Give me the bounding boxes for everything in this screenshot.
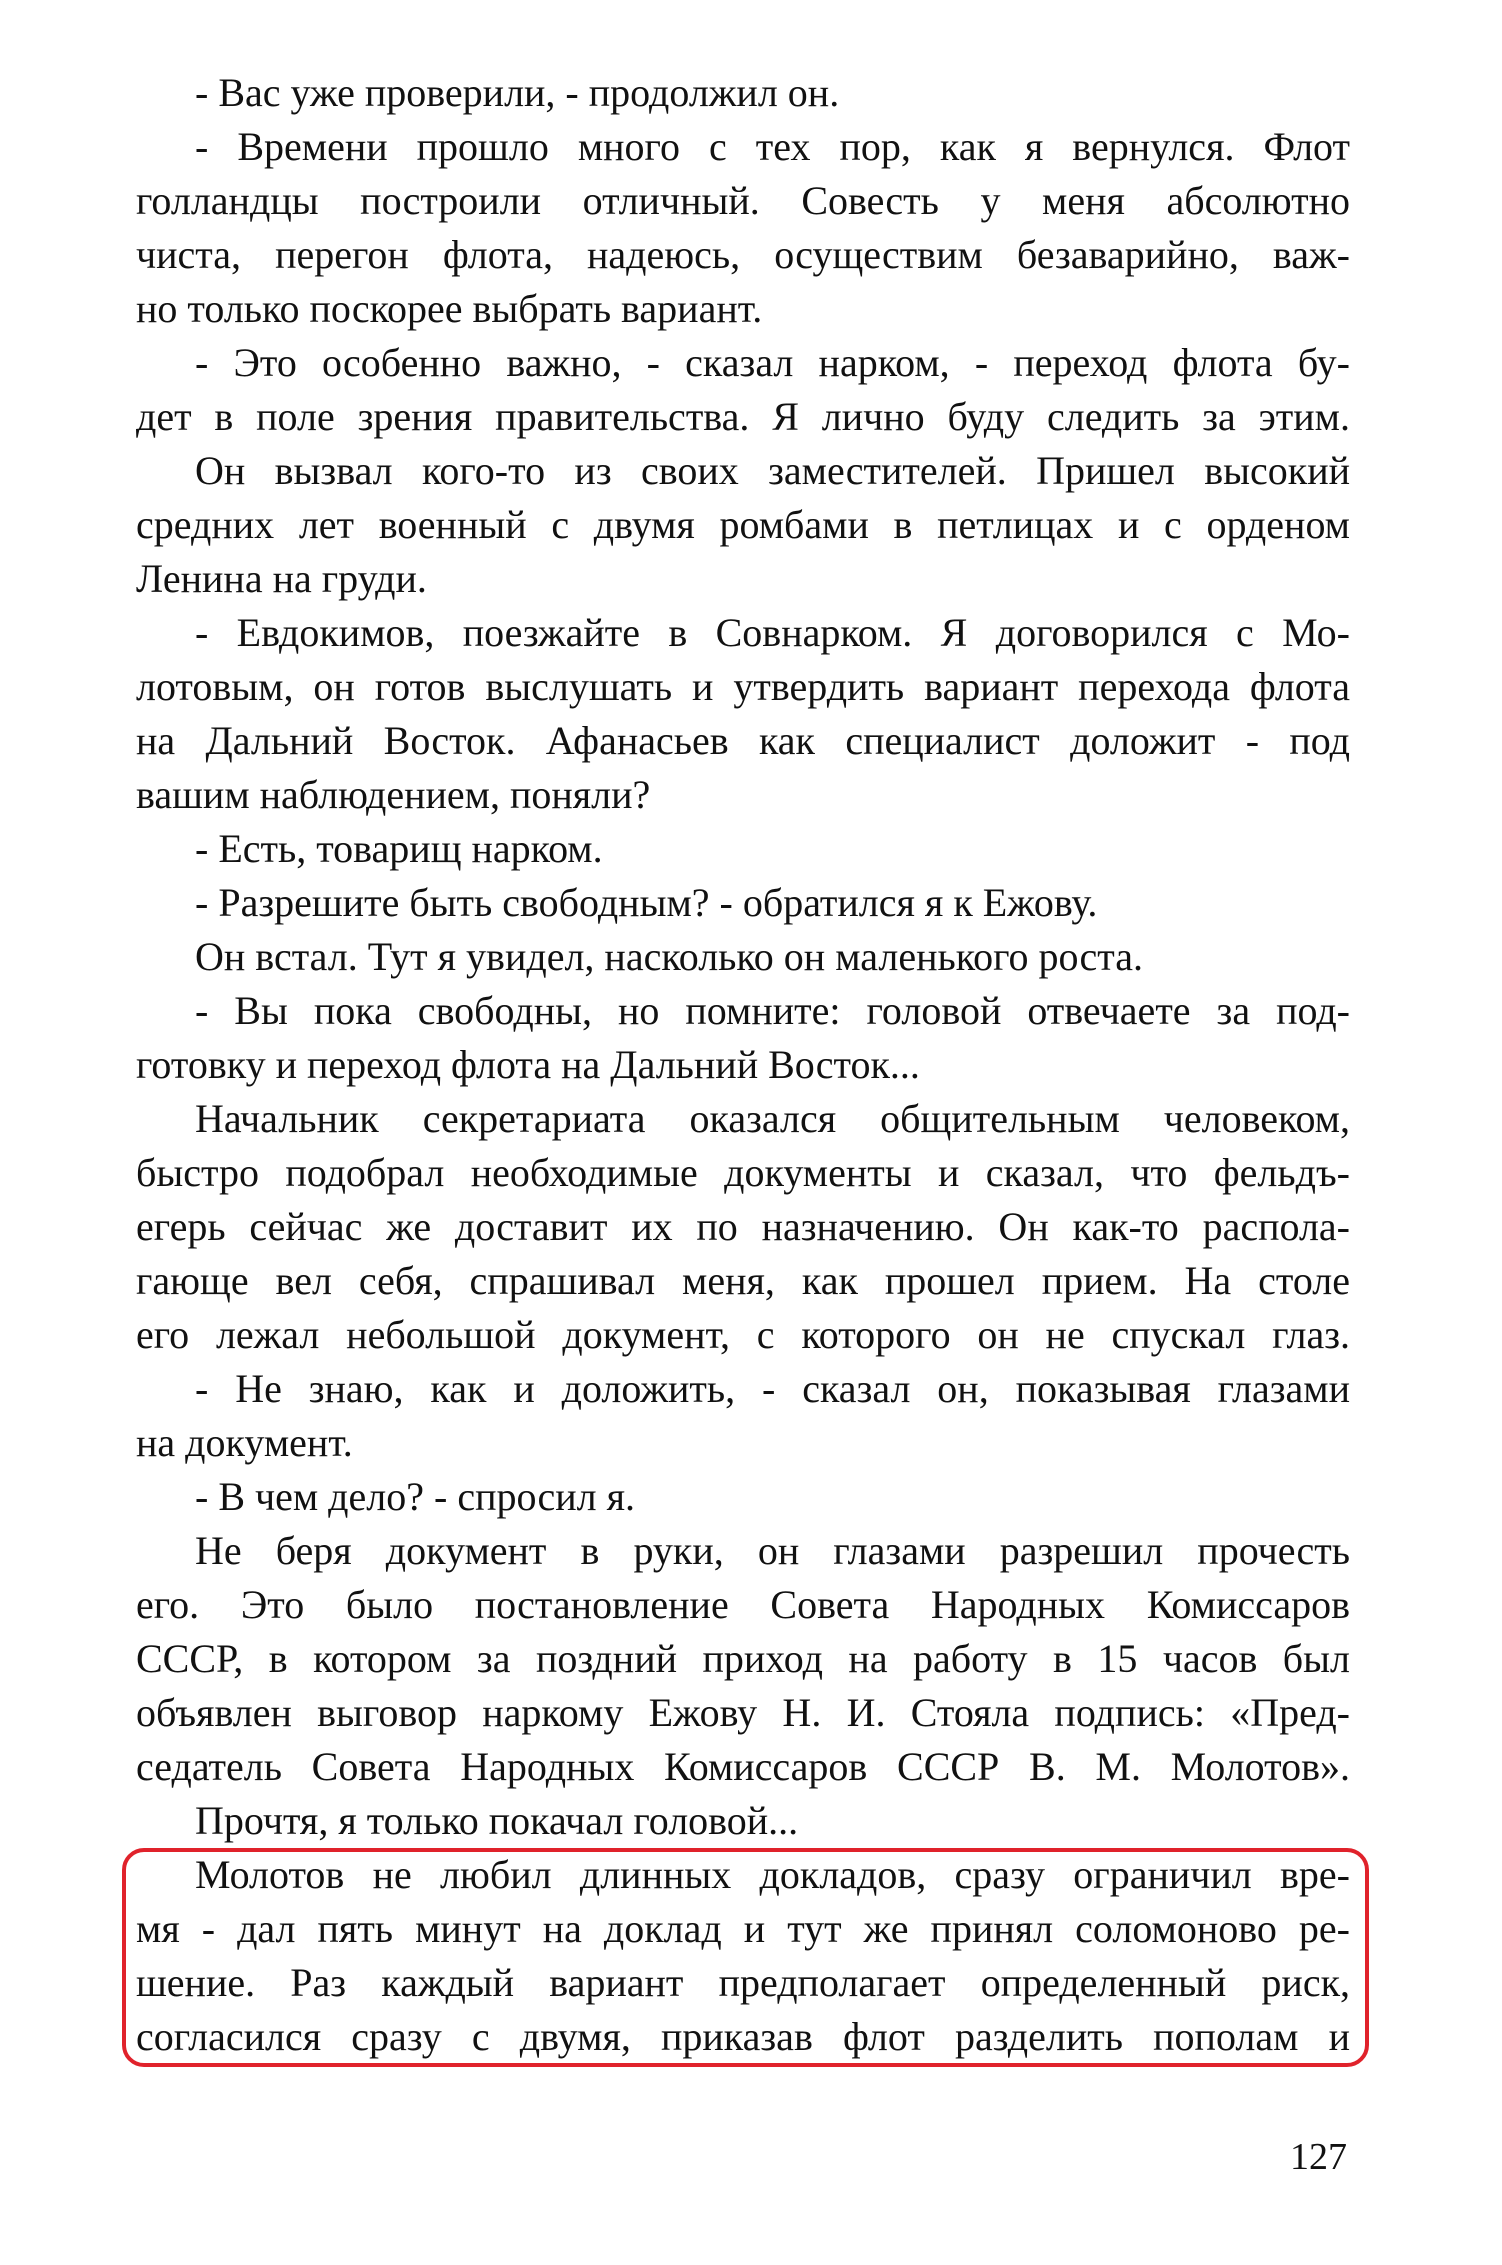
text-line: - Не знаю, как и доложить, - сказал он, показывая глазами	[195, 1366, 1350, 1411]
text-line: - Времени прошло много с тех пор, как я вернулся. Флот	[195, 124, 1350, 169]
text-line: - Есть, товарищ нарком.	[195, 826, 603, 871]
text-line: дет в поле зрения правительства. Я лично буду следить за этим.	[136, 394, 1350, 439]
text-line: лотовым, он готов выслушать и утвердить вариант перехода флота	[136, 664, 1350, 709]
text-line: голландцы построили отличный. Совесть у меня абсолютно	[136, 178, 1350, 223]
text-line: Он вызвал кого-то из своих заместителей. Пришел высокий	[195, 448, 1350, 493]
highlighted-text-line: согласился сразу с двумя, приказав флот разделить пополам и	[136, 2014, 1350, 2059]
text-line: - Вас уже проверили, - продолжил он.	[195, 70, 840, 115]
highlighted-text-line: шение. Раз каждый вариант предполагает определенный риск,	[136, 1960, 1350, 2005]
text-line: Он встал. Тут я увидел, насколько он маленького роста.	[195, 934, 1144, 979]
text-line: - Разрешите быть свободным? - обратился я к Ежову.	[195, 880, 1098, 925]
highlighted-text-line: Молотов не любил длинных докладов, сразу ограничил вре-	[195, 1852, 1350, 1897]
text-line: на Дальний Восток. Афанасьев как специалист доложит - под	[136, 718, 1350, 763]
text-line: быстро подобрал необходимые документы и сказал, что фельдъ-	[136, 1150, 1350, 1195]
text-line: - Вы пока свободны, но помните: головой отвечаете за под-	[195, 988, 1350, 1033]
text-line: Не беря документ в руки, он глазами разрешил прочесть	[195, 1528, 1350, 1573]
text-line: объявлен выговор наркому Ежову Н. И. Стояла подпись: «Пред-	[136, 1690, 1350, 1735]
text-line: Прочтя, я только покачал головой...	[195, 1798, 799, 1843]
text-line: готовку и переход флота на Дальний Восток...	[136, 1042, 920, 1087]
text-line: - Евдокимов, поезжайте в Совнарком. Я договорился с Мо-	[195, 610, 1350, 655]
text-line: Ленина на груди.	[136, 556, 427, 601]
text-line: его. Это было постановление Совета Народных Комиссаров	[136, 1582, 1350, 1627]
text-line: Начальник секретариата оказался общительным человеком,	[195, 1096, 1350, 1141]
text-line: средних лет военный с двумя ромбами в петлицах и с орденом	[136, 502, 1350, 547]
text-line: вашим наблюдением, поняли?	[136, 772, 651, 817]
text-line: СССР, в котором за поздний приход на работу в 15 часов был	[136, 1636, 1350, 1681]
text-line: гающе вел себя, спрашивал меня, как прошел прием. На столе	[136, 1258, 1350, 1303]
text-line: его лежал небольшой документ, с которого он не спускал глаз.	[136, 1312, 1350, 1357]
text-line: но только поскорее выбрать вариант.	[136, 286, 763, 331]
text-line: на документ.	[136, 1420, 353, 1465]
text-line: седатель Совета Народных Комиссаров СССР В. М. Молотов».	[136, 1744, 1350, 1789]
page-number: 127	[1290, 2136, 1347, 2178]
text-line: - Это особенно важно, - сказал нарком, - переход флота бу-	[195, 340, 1350, 385]
text-line: егерь сейчас же доставит их по назначению. Он как-то распола-	[136, 1204, 1350, 1249]
text-line: чиста, перегон флота, надеюсь, осуществим безаварийно, важ-	[136, 232, 1350, 277]
highlighted-text-line: мя - дал пять минут на доклад и тут же принял соломоново ре-	[136, 1906, 1350, 1951]
text-line: - В чем дело? - спросил я.	[195, 1474, 635, 1519]
